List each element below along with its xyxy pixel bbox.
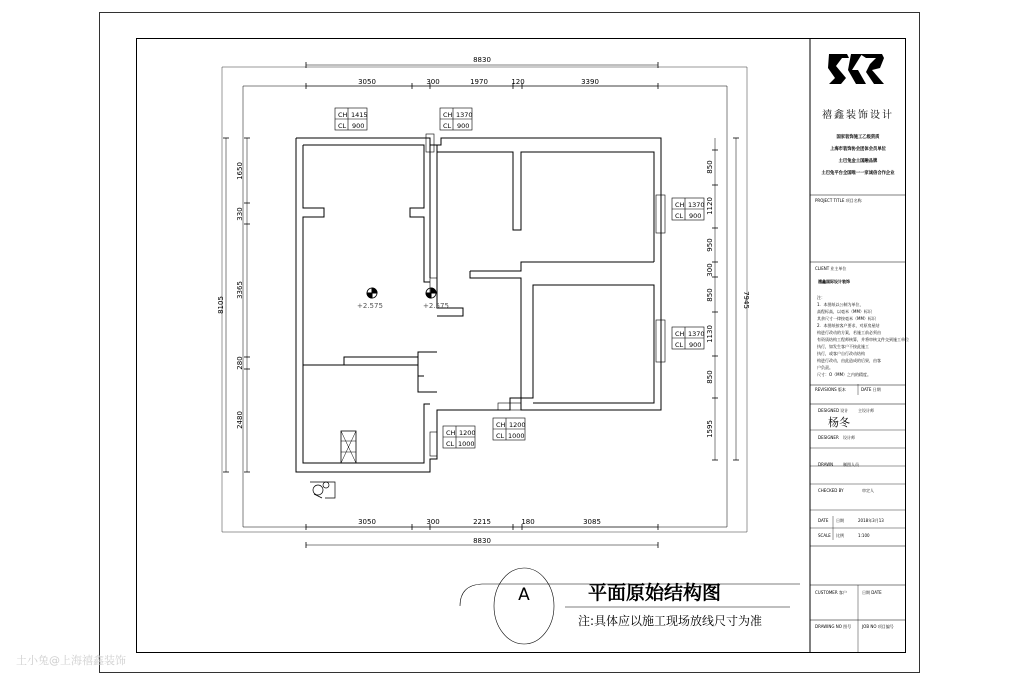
drawn-value: 制图人员: [843, 462, 859, 467]
dim-right-7: 850: [706, 370, 714, 384]
svg-text:CH: CH: [446, 429, 456, 437]
svg-text:CL: CL: [446, 440, 455, 448]
scale-value: 1:100: [858, 533, 870, 538]
dim-right-2: 1120: [706, 197, 714, 215]
checked-label: DESIGNER: [818, 435, 839, 440]
watermark: 土小兔@上海禧鑫装饰: [16, 654, 126, 667]
svg-text:构进行改动，由此造成的后果，由客: 构进行改动，由此造成的后果，由客: [817, 358, 881, 363]
floor-plan-walls: [296, 134, 665, 472]
dim-right-total: 7945: [742, 291, 750, 309]
svg-text:2．本图纸按客户要求，对原房屋结: 2．本图纸按客户要求，对原房屋结: [817, 323, 880, 328]
svg-text:CL: CL: [443, 122, 452, 130]
drawn-label: DRAWN: [818, 462, 834, 467]
dim-left-total: 8105: [217, 296, 225, 314]
revisions-label: REVISIONS 版本: [815, 387, 846, 392]
approved-label: CHECKED BY: [818, 488, 844, 493]
svg-text:900: 900: [352, 122, 365, 130]
elevation-marker-2: [426, 288, 436, 298]
date-label: DATE 日期: [861, 387, 881, 392]
svg-text:1370: 1370: [456, 111, 473, 119]
svg-text:1000: 1000: [508, 432, 525, 440]
dim-top-2: 300: [426, 78, 440, 86]
svg-text:900: 900: [689, 212, 702, 220]
elevation-marker-1: [367, 288, 377, 298]
designed-label: DESIGNED 设计: [818, 408, 849, 413]
dim-top-5: 3390: [581, 78, 599, 86]
svg-text:执行，如发生客户不按此施工: 执行，如发生客户不按此施工: [817, 344, 869, 349]
svg-text:1000: 1000: [458, 440, 475, 448]
company-honor-2: 上海市装饰协会团体会员单位: [830, 147, 886, 152]
dim-top-1: 3050: [358, 78, 376, 86]
svg-text:CL: CL: [496, 432, 505, 440]
dim-bottom-4: 180: [521, 518, 535, 526]
scale-row-label: SCALE: [818, 533, 831, 538]
elevation-label-1: +2.575: [357, 302, 383, 310]
dim-top-total: 8830: [473, 56, 491, 64]
date-row-key: 日期: [836, 518, 844, 523]
window-tag-2: [443, 111, 473, 130]
drawing-index-circle: [494, 568, 554, 644]
dim-top-4: 120: [511, 78, 525, 86]
company-logo: [828, 54, 884, 84]
svg-text:1370: 1370: [688, 201, 705, 209]
dim-right-4: 300: [706, 263, 714, 277]
dim-bottom-3: 2215: [473, 518, 491, 526]
dim-left-2: 330: [236, 207, 244, 221]
svg-text:CH: CH: [443, 111, 453, 119]
svg-text:1200: 1200: [459, 429, 476, 437]
svg-text:执行，或客户自行改动结构: 执行，或客户自行改动结构: [817, 351, 865, 356]
client-label: CLIENT 业主单位: [815, 266, 847, 271]
window-tag-4: [675, 330, 705, 349]
elevation-label-2: +2.575: [423, 302, 449, 310]
dim-right-6: 1130: [706, 325, 714, 343]
entry-symbol: [310, 482, 335, 498]
svg-text:CH: CH: [496, 421, 506, 429]
svg-text:CL: CL: [338, 122, 347, 130]
svg-text:1415: 1415: [351, 111, 368, 119]
svg-text:900: 900: [689, 341, 702, 349]
window-tag-5: [446, 429, 476, 448]
dim-bottom-2: 300: [426, 518, 440, 526]
customer-label: CUSTOMER 客户: [815, 590, 847, 595]
dim-bottom-5: 3085: [583, 518, 601, 526]
dim-right-5: 850: [706, 288, 714, 302]
drawing-index: A: [518, 585, 530, 605]
window-tag-6: [496, 421, 526, 440]
company-name: 禧鑫装饰设计: [822, 110, 894, 121]
svg-text:1．本图纸以公制为单位，: 1．本图纸以公制为单位，: [817, 302, 864, 307]
svg-text:CL: CL: [675, 212, 684, 220]
date-row-label: DATE: [818, 518, 829, 523]
drawing-title: 平面原始结构图: [588, 582, 722, 604]
svg-text:1370: 1370: [688, 330, 705, 338]
dim-right-1: 850: [706, 160, 714, 174]
approved-value: 审定人: [862, 488, 874, 493]
company-honor-1: 国家装饰施工乙级资质: [836, 135, 880, 140]
svg-text:CH: CH: [675, 330, 685, 338]
client-value: 禧鑫国际设计装饰: [818, 279, 850, 284]
window-tag-1: [338, 111, 368, 130]
svg-text:高程标高，以毫米（MM）标识: 高程标高，以毫米（MM）标识: [817, 309, 872, 314]
drawing-no-value: JOB NO 项目编号: [862, 624, 894, 629]
svg-text:1200: 1200: [509, 421, 526, 429]
scale-row-key: 比例: [836, 533, 844, 538]
svg-text:有资质结构工程师核算，并将审核文件交到施工单位: 有资质结构工程师核算，并将审核文件交到施工单位: [817, 337, 909, 342]
general-notes: [817, 294, 909, 377]
window-tag-3: [675, 201, 705, 220]
svg-text:户负责。: 户负责。: [817, 365, 833, 370]
company-honor-3: 土巴兔金土国融品牌: [838, 159, 878, 164]
dim-bottom-total: 8830: [473, 537, 491, 545]
drawing-no-label: DRAWING NO 图号: [815, 624, 852, 629]
svg-text:注：: 注：: [817, 295, 825, 300]
svg-text:尺寸：O（MM）之内的精度。: 尺寸：O（MM）之内的精度。: [817, 372, 872, 377]
date-value: 2018年3月13: [858, 518, 884, 523]
company-honor-4: 土巴兔平台全国唯一一家诚信合作企业: [821, 171, 895, 176]
svg-text:构进行改动的方案，若施工前必须由: 构进行改动的方案，若施工前必须由: [817, 330, 881, 335]
svg-text:CH: CH: [675, 201, 685, 209]
svg-text:CH: CH: [338, 111, 348, 119]
svg-text:其余尺寸一律按毫米（MM）标识: 其余尺寸一律按毫米（MM）标识: [817, 316, 876, 321]
dim-left-1: 1650: [236, 162, 244, 180]
customer-value: 日期 DATE: [862, 590, 882, 595]
dim-bottom-1: 3050: [358, 518, 376, 526]
drawing-note: 注:具体应以施工现场放线尺寸为准: [578, 614, 763, 628]
svg-text:900: 900: [457, 122, 470, 130]
checked-value: 设计师: [843, 435, 855, 440]
dim-left-4: 280: [236, 356, 244, 370]
dim-right-8: 1595: [706, 420, 714, 438]
project-title-label: PROJECT TITLE 项目名称: [815, 198, 862, 203]
designer-name: 杨冬: [828, 416, 850, 429]
dim-left-5: 2480: [236, 411, 244, 429]
dim-left-3: 3365: [236, 281, 244, 299]
dim-top-3: 1970: [470, 78, 488, 86]
designer-role: 主设计师: [858, 408, 874, 413]
outer-sheet-border: [100, 13, 920, 673]
dim-right-3: 950: [706, 238, 714, 252]
svg-text:CL: CL: [675, 341, 684, 349]
